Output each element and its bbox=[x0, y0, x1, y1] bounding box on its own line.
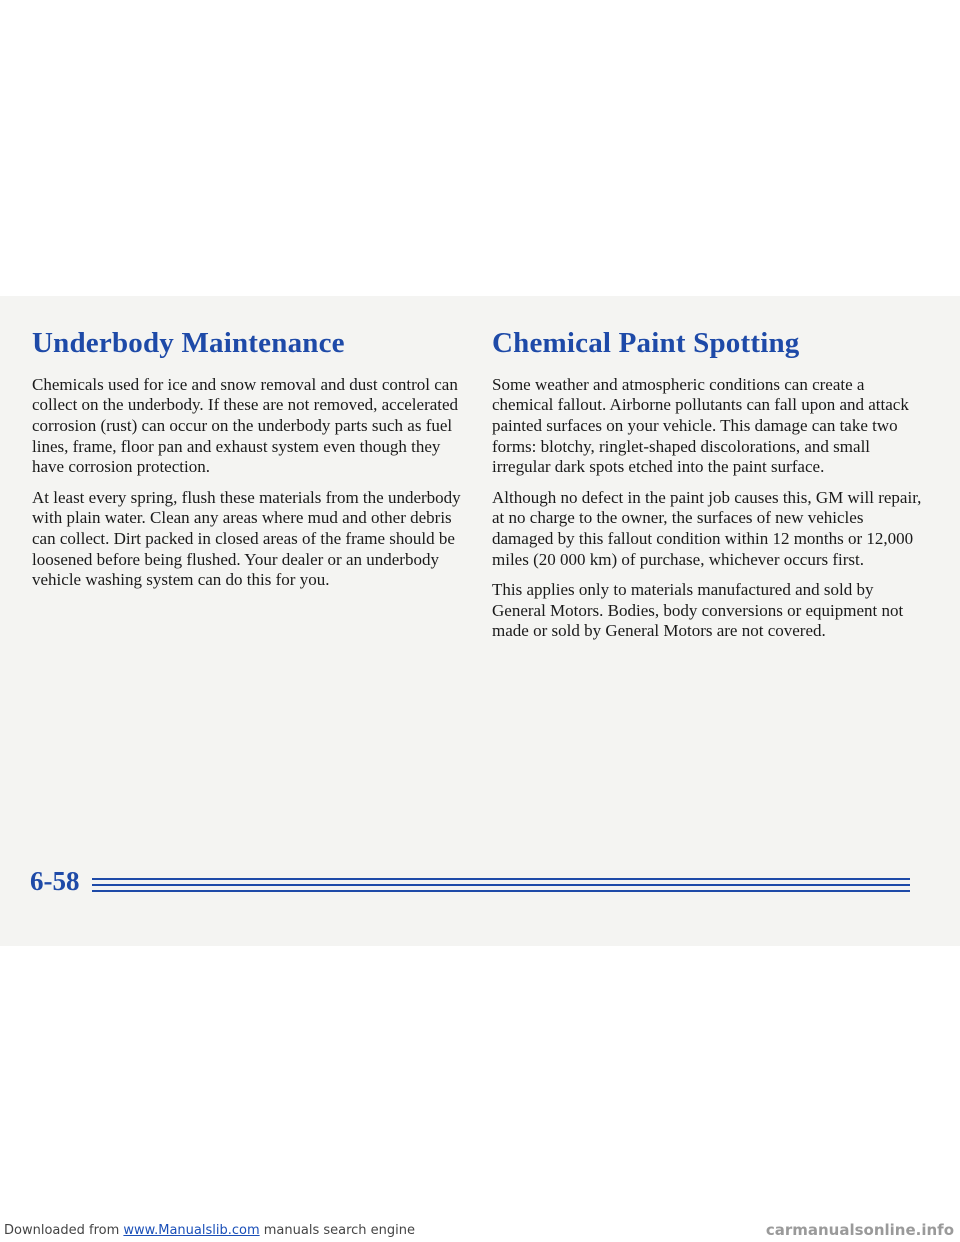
page-footer bbox=[30, 866, 910, 906]
banner-prefix: Downloaded from bbox=[4, 1223, 124, 1238]
section-heading: Underbody Maintenance bbox=[32, 327, 345, 359]
page-number: 6-58 bbox=[30, 866, 80, 896]
paragraph: Some weather and atmospheric conditions can create a chemical fallout. Airborne pollutants can fall upon and attack painted surfaces on your vehicle. This damage can take two forms: blotchy, ringlet-shaped discolorations, and small irregular dark spots etched into the paint surface. bbox=[492, 374, 909, 477]
watermark-text: carmanualsonline.info bbox=[765, 1221, 954, 1239]
paragraph: This applies only to materials manufactured and sold by General Motors. Bodies, body conversions or equipment not made or sold by General Motors are not covered. bbox=[492, 580, 904, 641]
footer-rule bbox=[92, 884, 910, 886]
paragraph: Chemicals used for ice and snow removal and dust control can collect on the underbody. If these are not removed, accelerated corrosion (rust) can occur on the underbody parts such as fuel lines, frame, floor pan and exhaust system even though they have corrosion protection. bbox=[32, 374, 459, 477]
paragraph: Although no defect in the paint job causes this, GM will repair, at no charge to the owner, the surfaces of new vehicles damaged by this fallout condition within 12 months or 12,000 miles (20 000 km) of purchase, whichever occurs first. bbox=[492, 487, 922, 569]
paragraph: At least every spring, flush these materials from the underbody with plain water. Clean any areas where mud and other debris can collect. Dirt packed in closed areas of the frame should be loosened before being flushed. Your dealer or an underbody vehicle washing system can do this for you. bbox=[32, 487, 461, 590]
footer-rule bbox=[92, 878, 910, 880]
download-banner bbox=[0, 1219, 960, 1242]
section-heading: Chemical Paint Spotting bbox=[492, 327, 800, 359]
banner-suffix: manuals search engine bbox=[259, 1223, 416, 1238]
footer-rule bbox=[92, 890, 910, 892]
manualslib-link[interactable]: www.Manualslib.com bbox=[123, 1223, 260, 1238]
section-chemical-paint-spotting bbox=[492, 326, 922, 652]
section-underbody-maintenance bbox=[32, 326, 462, 601]
banner-text bbox=[4, 1223, 415, 1238]
